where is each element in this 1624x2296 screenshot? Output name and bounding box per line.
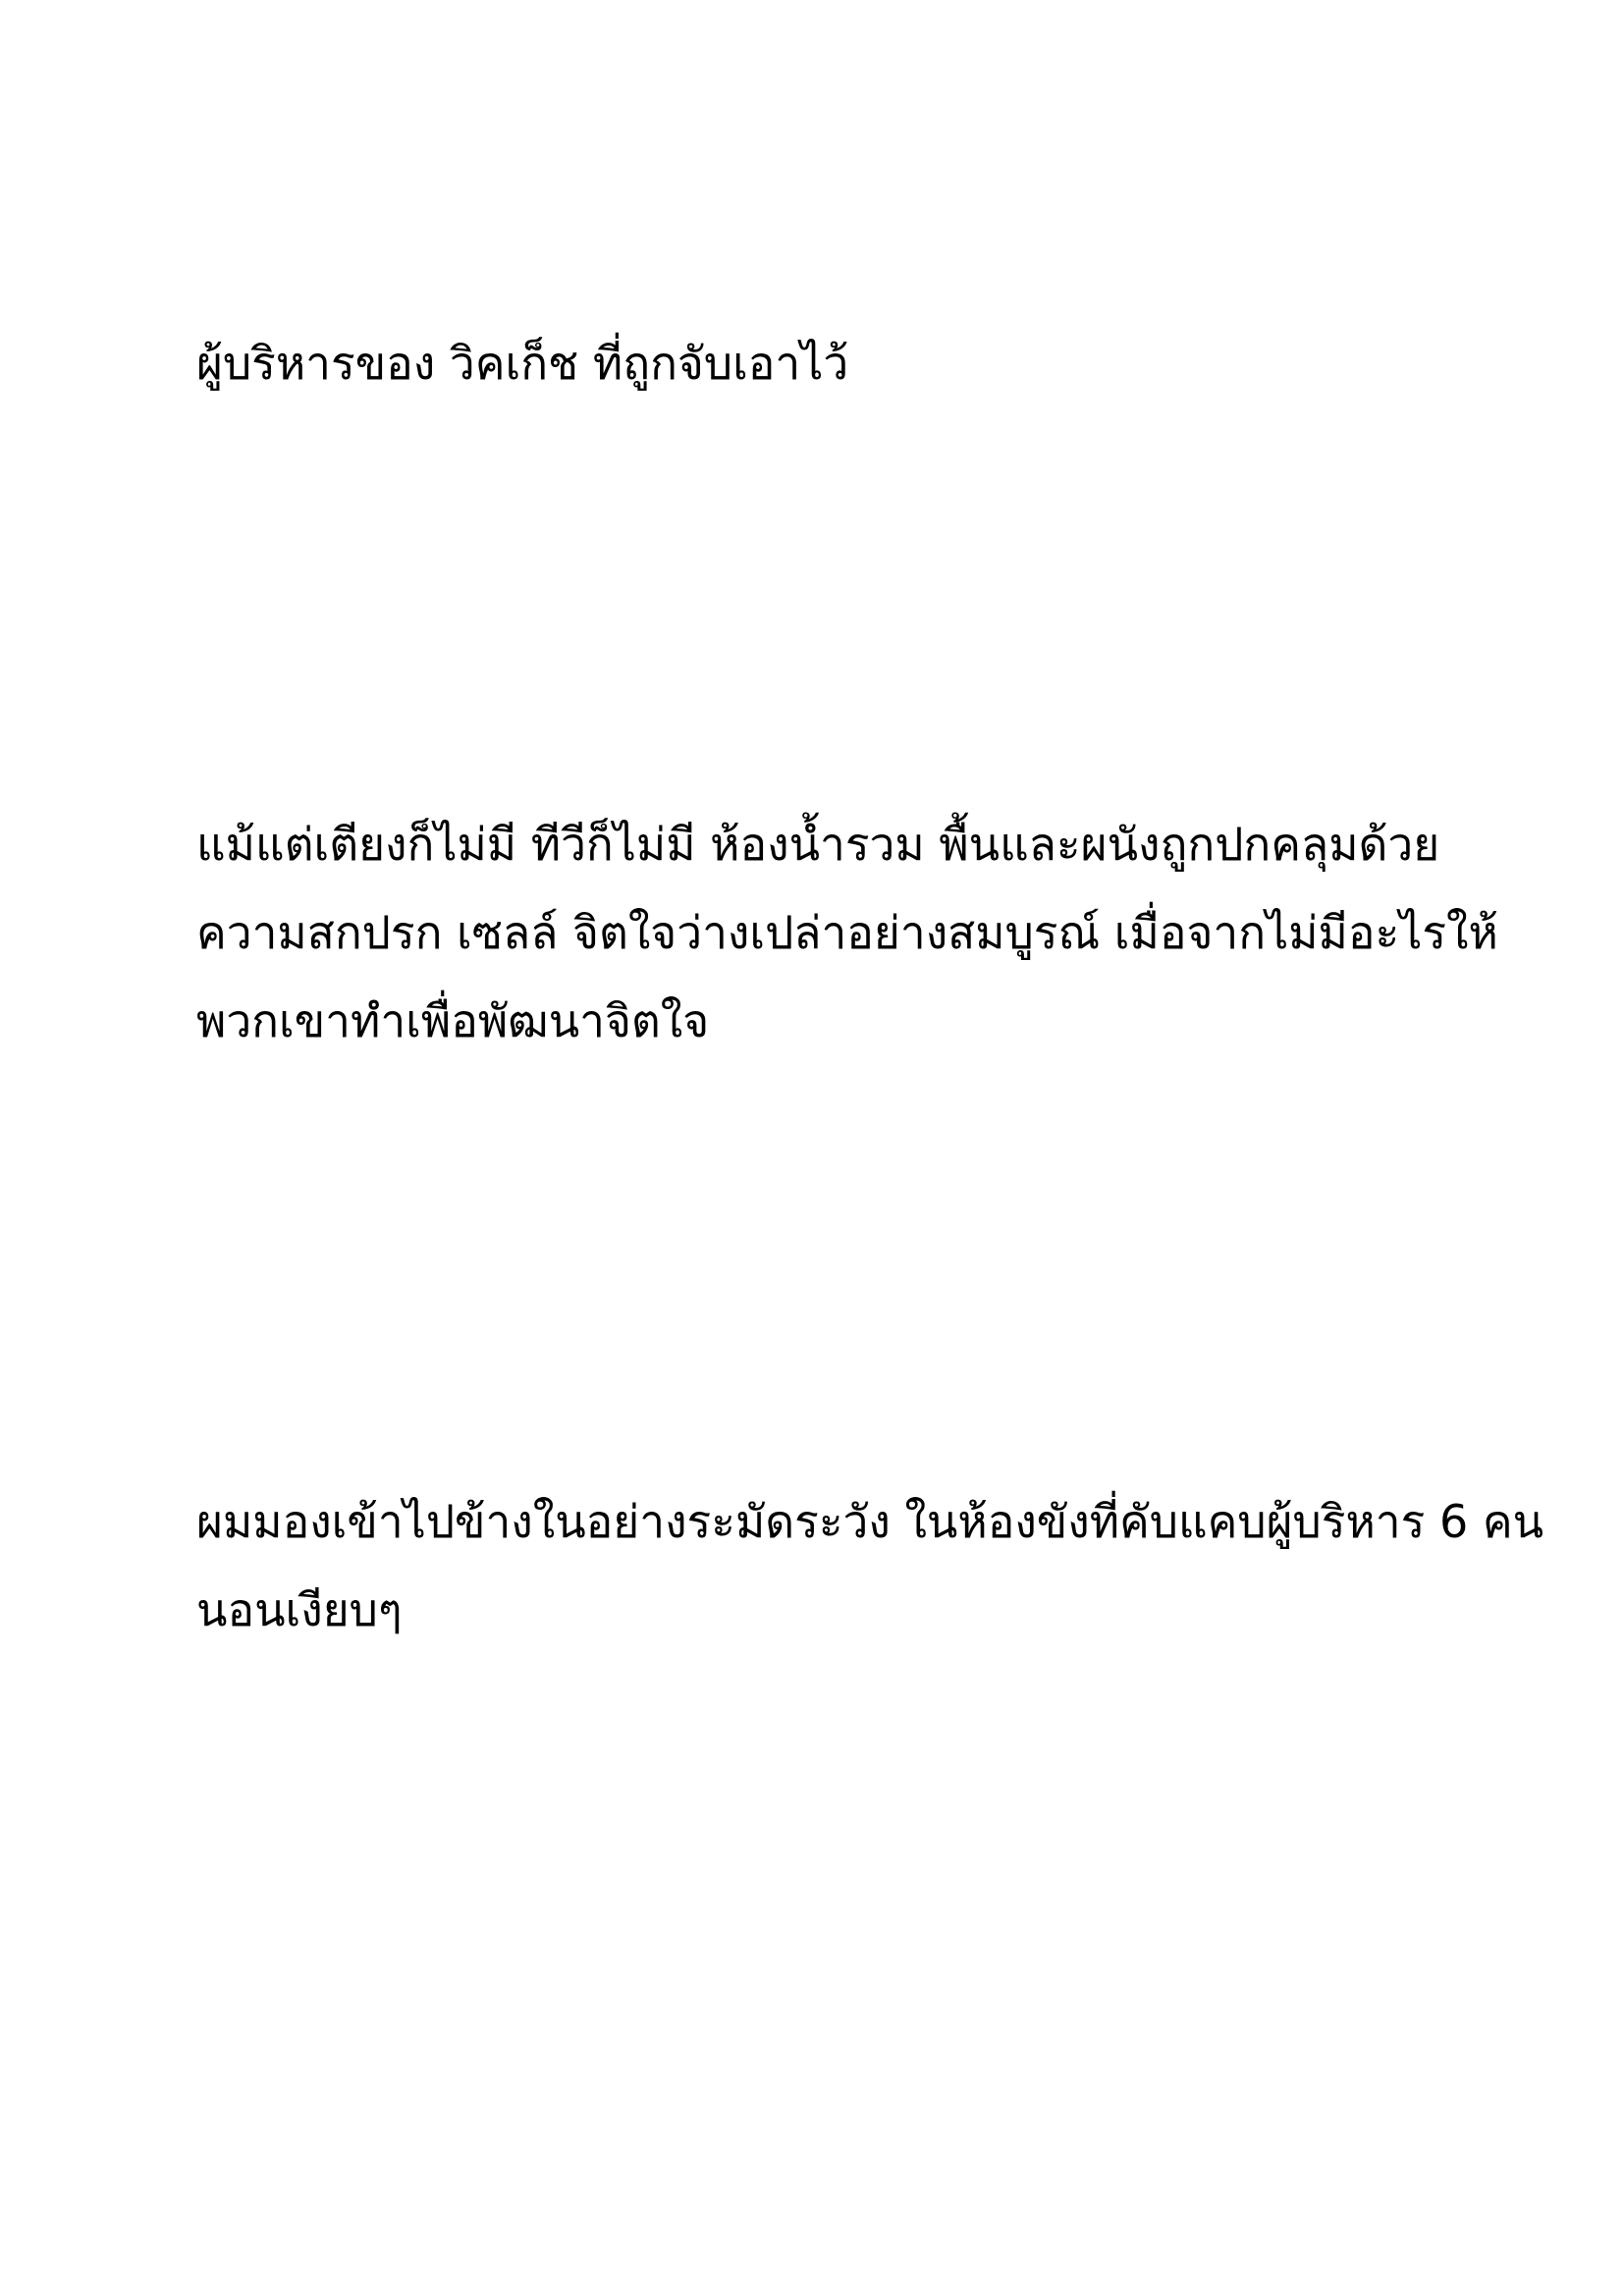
paragraph-2 bbox=[196, 800, 1498, 1065]
text-line: นอนเงียบๆ bbox=[196, 1583, 403, 1636]
paragraph-1 bbox=[196, 319, 1463, 407]
text-line: แม้แต่เตียงก็ไม่มี ทีวีก็ไม่มี ห้องน้ำรวม พื้นและผนังถูกปกคลุมด้วย bbox=[196, 818, 1440, 871]
text-line: ผู้บริหารของ วิคเก็ช ที่ถูกจับเอาไว้ bbox=[196, 337, 849, 390]
text-line: ความสกปรก เซลล์ จิตใจว่างเปล่าอย่างสมบูรณ์ เมื่อจากไม่มีอะไรให้ bbox=[196, 906, 1498, 959]
text-line: ผมมองเข้าไปข้างในอย่างระมัดระวัง ในห้องขังที่คับแคบผู้บริหาร 6 คน bbox=[196, 1495, 1544, 1548]
paragraph-3 bbox=[196, 1477, 1544, 1654]
text-line: พวกเขาทำเพื่อพัฒนาจิตใจ bbox=[196, 994, 710, 1047]
